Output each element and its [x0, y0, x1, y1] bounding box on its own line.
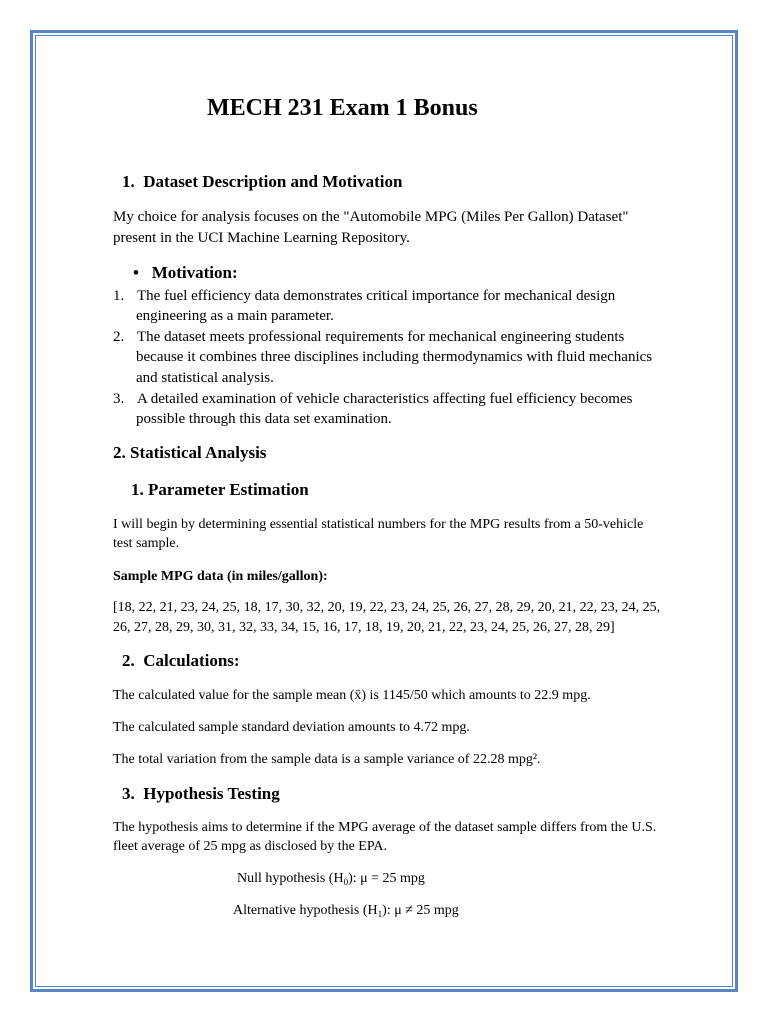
list-item: 3. A detailed examination of vehicle characteristics affecting fuel efficiency becomes [113, 391, 633, 407]
bullet-icon: • [133, 263, 139, 282]
hypothesis-text-line1: The hypothesis aims to determine if the MPG average of the dataset sample differs from the U.S. [113, 820, 657, 835]
subsection-parameter-estimation: 1. Parameter Estimation [131, 480, 309, 499]
estimation-text-line2: test sample. [113, 536, 180, 551]
list-item: 1. The fuel efficiency data demonstrates critical importance for mechanical design [113, 288, 616, 304]
list-item-continuation: because it combines three disciplines including thermodynamics with fluid mechanics [136, 349, 653, 365]
sample-data-line1: [18, 22, 21, 23, 24, 25, 18, 17, 30, 32, 20, 19, 22, 23, 24, 25, 26, 27, 28, 29, 20, 21, 22, 23, 24, 25, [113, 600, 661, 615]
section1-intro-line2: present in the UCI Machine Learning Repository. [113, 230, 410, 246]
section2-heading: 2. Statistical Analysis [113, 443, 267, 462]
null-hypothesis: Null hypothesis $(H_0)$: μ = 25 mpg [237, 871, 425, 887]
alternative-hypothesis: Alternative hypothesis $(H_1)$: μ ≠ 25 mpg [233, 903, 459, 919]
calc-mean: The calculated value for the sample mean (x̄) is 1145/50 which amounts to 22.9 mpg. [113, 688, 591, 703]
subsection-calculations: 2. Calculations: [122, 651, 240, 670]
section1-title: Dataset Description and Motivation [143, 172, 403, 191]
sample-data-label: Sample MPG data (in miles/gallon): [113, 569, 328, 584]
section1-number: 1. [122, 172, 135, 191]
section1-heading [122, 172, 402, 192]
list-item-continuation: and statistical analysis. [136, 370, 274, 386]
list-item-continuation: engineering as a main parameter. [136, 308, 334, 324]
motivation-heading [133, 263, 238, 283]
list-item-continuation: possible through this data set examination. [136, 411, 392, 427]
section1-intro-line1: My choice for analysis focuses on the "Automobile MPG (Miles Per Gallon) Dataset" [113, 209, 629, 225]
subsection-hypothesis-testing: 3. Hypothesis Testing [122, 784, 280, 803]
motivation-label: Motivation: [151, 263, 238, 282]
calc-std-dev: The calculated sample standard deviation amounts to 4.72 mpg. [113, 720, 470, 735]
hypothesis-text-line2: fleet average of 25 mpg as disclosed by the EPA. [113, 839, 387, 854]
document-title: MECH 231 Exam 1 Bonus [207, 95, 478, 121]
calc-variance: The total variation from the sample data is a sample variance of 22.28 mpg². [113, 752, 541, 767]
estimation-text-line1: I will begin by determining essential statistical numbers for the MPG results from a 50-vehicle [113, 517, 644, 532]
sample-data-line2: 26, 27, 28, 29, 30, 31, 32, 33, 34, 15, 16, 17, 18, 19, 20, 21, 22, 23, 24, 25, 26, 27, 28, 29] [113, 620, 615, 635]
list-item: 2. The dataset meets professional requirements for mechanical engineering students [113, 329, 625, 345]
